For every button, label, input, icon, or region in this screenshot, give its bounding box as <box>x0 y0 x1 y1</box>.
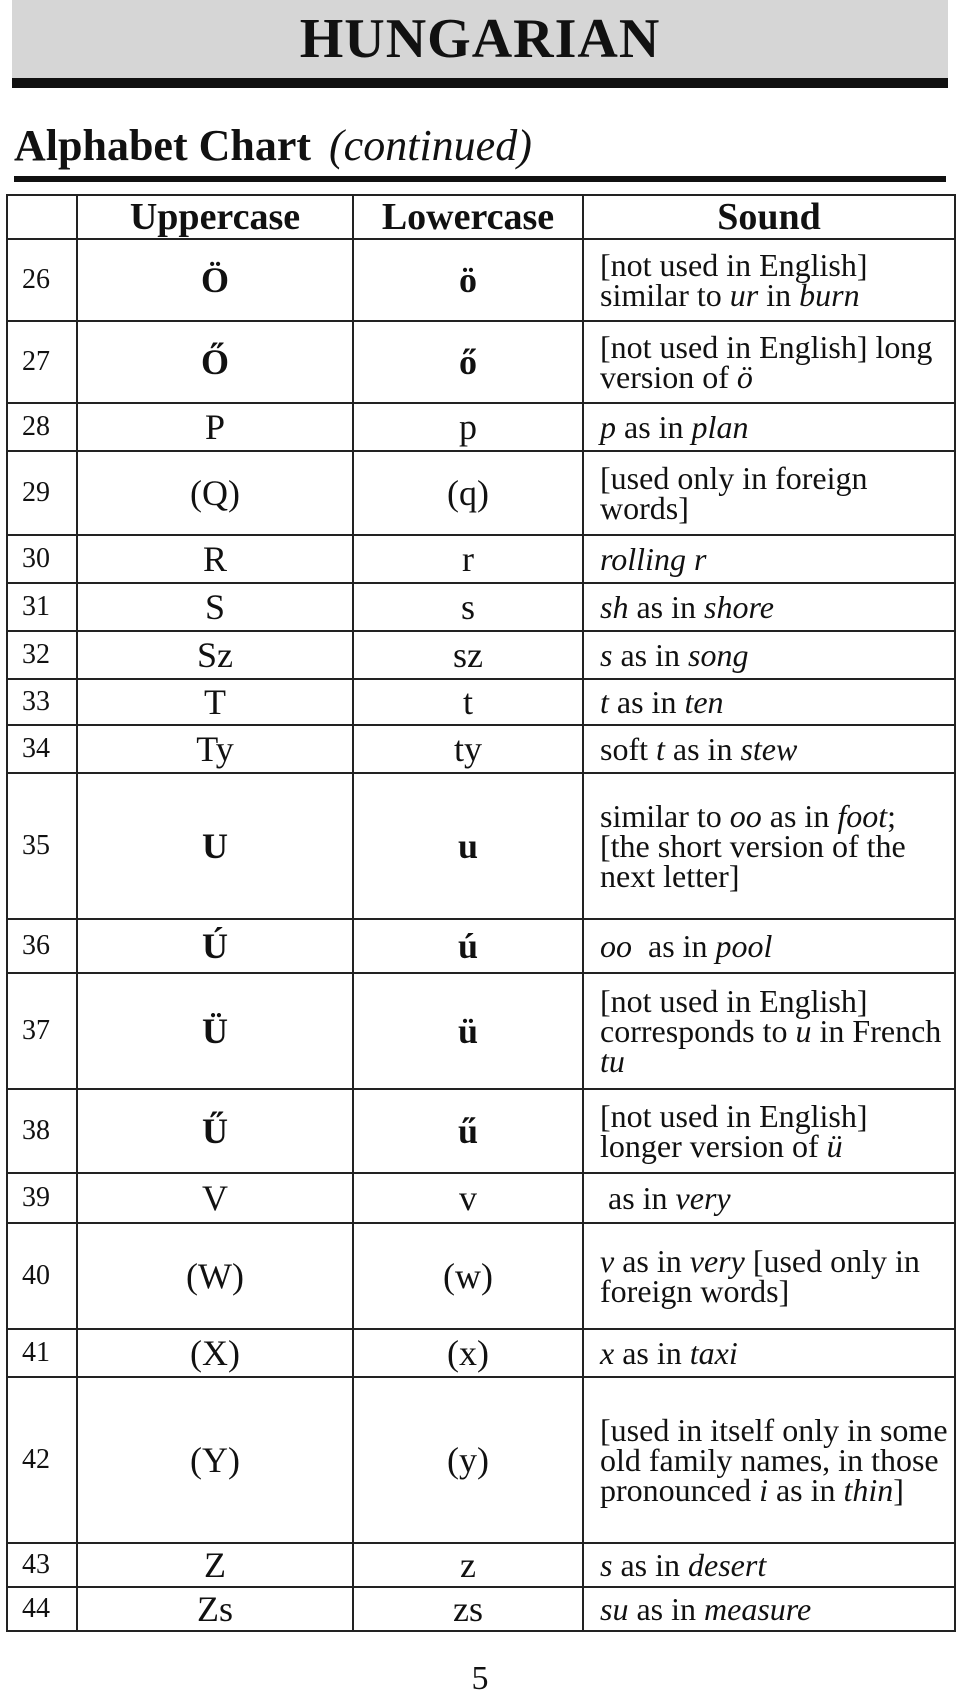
row-number: 27 <box>7 321 77 403</box>
sound-text-segment: p <box>600 409 616 445</box>
lowercase-letter: (q) <box>353 451 583 535</box>
sound-text-segment: in <box>758 277 800 313</box>
sound-text-segment: t <box>600 684 609 720</box>
table-row <box>7 973 955 1089</box>
table-row <box>7 1089 955 1173</box>
sound-text-segment: v <box>600 1243 615 1279</box>
table-row <box>7 583 955 631</box>
sound-text-segment: shore <box>704 589 774 625</box>
uppercase-letter: (X) <box>77 1329 353 1377</box>
column-header-number <box>7 195 77 239</box>
sound-text-segment: as in <box>767 1472 844 1508</box>
sound-text-segment: very <box>689 1243 745 1279</box>
sound-text-segment: [not used in English] long version of <box>600 329 941 395</box>
uppercase-letter: R <box>77 535 353 583</box>
sound-text-segment: as in <box>612 637 688 673</box>
uppercase-letter: P <box>77 403 353 451</box>
row-number: 26 <box>7 239 77 321</box>
row-number: 31 <box>7 583 77 631</box>
uppercase-letter: (Y) <box>77 1377 353 1543</box>
column-header-uppercase: Uppercase <box>77 195 353 239</box>
sound-text-segment: ; [the short version of the next letter] <box>600 798 914 894</box>
row-number: 28 <box>7 403 77 451</box>
sound-text-segment: [used only in foreign words] <box>600 1243 928 1309</box>
sound-text-segment: rolling r <box>600 541 707 577</box>
uppercase-letter: Ű <box>77 1089 353 1173</box>
sound-text-segment: tu <box>600 1043 625 1079</box>
table-row <box>7 1587 955 1631</box>
sound-text-segment: as in <box>632 928 716 964</box>
row-number: 35 <box>7 773 77 919</box>
sound-text-segment: [used only in foreign words] <box>600 460 876 526</box>
row-number: 41 <box>7 1329 77 1377</box>
sound-text-segment: ü <box>826 1128 843 1164</box>
table-row <box>7 535 955 583</box>
lowercase-letter: ty <box>353 725 583 773</box>
sound-text-segment: desert <box>688 1547 767 1583</box>
alphabet-table <box>6 194 956 1632</box>
sound-text-segment: as in <box>664 731 741 767</box>
table-body <box>7 239 955 1631</box>
page-number: 5 <box>471 1660 489 1697</box>
lowercase-letter: (w) <box>353 1223 583 1329</box>
table-row <box>7 239 955 321</box>
lowercase-letter: ü <box>353 973 583 1089</box>
page-title: HUNGARIAN <box>299 8 661 70</box>
sound-text-segment: as in <box>614 1243 690 1279</box>
sound-description <box>583 403 955 451</box>
sound-text-segment: similar to <box>600 798 730 834</box>
sound-description <box>583 1173 955 1223</box>
uppercase-letter: Ü <box>77 973 353 1089</box>
sound-description <box>583 773 955 919</box>
sound-text-segment: burn <box>799 277 860 313</box>
sound-text-segment: x <box>600 1335 615 1371</box>
sound-description <box>583 973 955 1089</box>
sound-text-segment: as in <box>616 409 692 445</box>
sound-description <box>583 1329 955 1377</box>
row-number: 44 <box>7 1587 77 1631</box>
sound-text-segment: [not used in English] corresponds to <box>600 983 876 1049</box>
lowercase-letter: ö <box>353 239 583 321</box>
table-row <box>7 1173 955 1223</box>
table-row <box>7 679 955 725</box>
section-subtitle: (continued) <box>329 121 532 170</box>
page-banner <box>12 0 948 88</box>
row-number: 37 <box>7 973 77 1089</box>
sound-text-segment: measure <box>704 1591 812 1627</box>
sound-description <box>583 451 955 535</box>
sound-text-segment: as in <box>612 1547 688 1583</box>
lowercase-letter: v <box>353 1173 583 1223</box>
sound-text-segment: as in <box>614 1335 690 1371</box>
row-number: 42 <box>7 1377 77 1543</box>
sound-text-segment: s <box>600 1547 613 1583</box>
lowercase-letter: t <box>353 679 583 725</box>
sound-text-segment: foot <box>837 798 888 834</box>
row-number: 39 <box>7 1173 77 1223</box>
sound-description <box>583 919 955 973</box>
sound-text-segment: as in <box>600 1180 676 1216</box>
sound-text-segment: [used in itself only in some old family names, in those pronounced <box>600 1412 956 1508</box>
row-number: 43 <box>7 1543 77 1587</box>
row-number: 38 <box>7 1089 77 1173</box>
sound-description <box>583 535 955 583</box>
uppercase-letter: Ő <box>77 321 353 403</box>
lowercase-letter: r <box>353 535 583 583</box>
sound-description <box>583 321 955 403</box>
sound-description <box>583 725 955 773</box>
table-row <box>7 631 955 679</box>
sound-text-segment: plan <box>691 409 749 445</box>
sound-text-segment: stew <box>740 731 798 767</box>
sound-text-segment: as in <box>628 1591 704 1627</box>
uppercase-letter: Ú <box>77 919 353 973</box>
sound-text-segment: ] <box>893 1472 904 1508</box>
column-header-lowercase: Lowercase <box>353 195 583 239</box>
sound-text-segment: song <box>688 637 749 673</box>
table-row <box>7 725 955 773</box>
sound-text-segment: as in <box>628 589 704 625</box>
sound-text-segment: in French <box>811 1013 950 1049</box>
table-row <box>7 403 955 451</box>
table-row <box>7 919 955 973</box>
sound-description <box>583 1587 955 1631</box>
sound-text-segment: taxi <box>689 1335 738 1371</box>
uppercase-letter: S <box>77 583 353 631</box>
lowercase-letter: z <box>353 1543 583 1587</box>
row-number: 40 <box>7 1223 77 1329</box>
lowercase-letter: sz <box>353 631 583 679</box>
lowercase-letter: s <box>353 583 583 631</box>
lowercase-letter: (x) <box>353 1329 583 1377</box>
sound-description <box>583 1543 955 1587</box>
sound-text-segment: t <box>656 731 665 767</box>
lowercase-letter: ű <box>353 1089 583 1173</box>
sound-description <box>583 583 955 631</box>
row-number: 30 <box>7 535 77 583</box>
sound-text-segment: su <box>600 1591 629 1627</box>
table-row <box>7 773 955 919</box>
table-row <box>7 1329 955 1377</box>
sound-text-segment: soft <box>600 731 656 767</box>
sound-text-segment: oo <box>729 798 762 834</box>
column-header-sound: Sound <box>583 195 955 239</box>
row-number: 36 <box>7 919 77 973</box>
uppercase-letter: Ö <box>77 239 353 321</box>
uppercase-letter: Z <box>77 1543 353 1587</box>
uppercase-letter: U <box>77 773 353 919</box>
row-number: 29 <box>7 451 77 535</box>
sound-description <box>583 239 955 321</box>
row-number: 33 <box>7 679 77 725</box>
sound-text-segment: i <box>759 1472 768 1508</box>
table-row <box>7 1223 955 1329</box>
table-header-row <box>7 195 955 239</box>
section-heading <box>14 122 946 182</box>
table-row <box>7 451 955 535</box>
lowercase-letter: (y) <box>353 1377 583 1543</box>
uppercase-letter: Ty <box>77 725 353 773</box>
table-row <box>7 1543 955 1587</box>
table-row <box>7 1377 955 1543</box>
sound-description <box>583 1223 955 1329</box>
sound-text-segment: pool <box>715 928 773 964</box>
row-number: 32 <box>7 631 77 679</box>
sound-text-segment: oo <box>600 928 632 964</box>
sound-text-segment: thin <box>843 1472 894 1508</box>
lowercase-letter: zs <box>353 1587 583 1631</box>
sound-text-segment: ten <box>684 684 724 720</box>
table-row <box>7 321 955 403</box>
sound-description <box>583 1089 955 1173</box>
lowercase-letter: ő <box>353 321 583 403</box>
sound-description <box>583 631 955 679</box>
sound-description <box>583 679 955 725</box>
sound-text-segment: very <box>675 1180 731 1216</box>
uppercase-letter: Zs <box>77 1587 353 1631</box>
lowercase-letter: ú <box>353 919 583 973</box>
uppercase-letter: (W) <box>77 1223 353 1329</box>
sound-text-segment: sh <box>600 589 629 625</box>
section-title: Alphabet Chart <box>14 121 312 170</box>
uppercase-letter: V <box>77 1173 353 1223</box>
sound-text-segment: u <box>795 1013 812 1049</box>
lowercase-letter: p <box>353 403 583 451</box>
sound-text-segment: ur <box>729 277 759 313</box>
sound-text-segment: as in <box>761 798 838 834</box>
uppercase-letter: (Q) <box>77 451 353 535</box>
sound-text-segment: s <box>600 637 613 673</box>
uppercase-letter: T <box>77 679 353 725</box>
row-number: 34 <box>7 725 77 773</box>
sound-text-segment: [not used in English] longer version of <box>600 1098 876 1164</box>
sound-text-segment: [not used in English] similar to <box>600 247 876 313</box>
sound-text-segment: ö <box>736 359 753 395</box>
sound-description <box>583 1377 955 1543</box>
uppercase-letter: Sz <box>77 631 353 679</box>
lowercase-letter: u <box>353 773 583 919</box>
sound-text-segment: as in <box>608 684 685 720</box>
